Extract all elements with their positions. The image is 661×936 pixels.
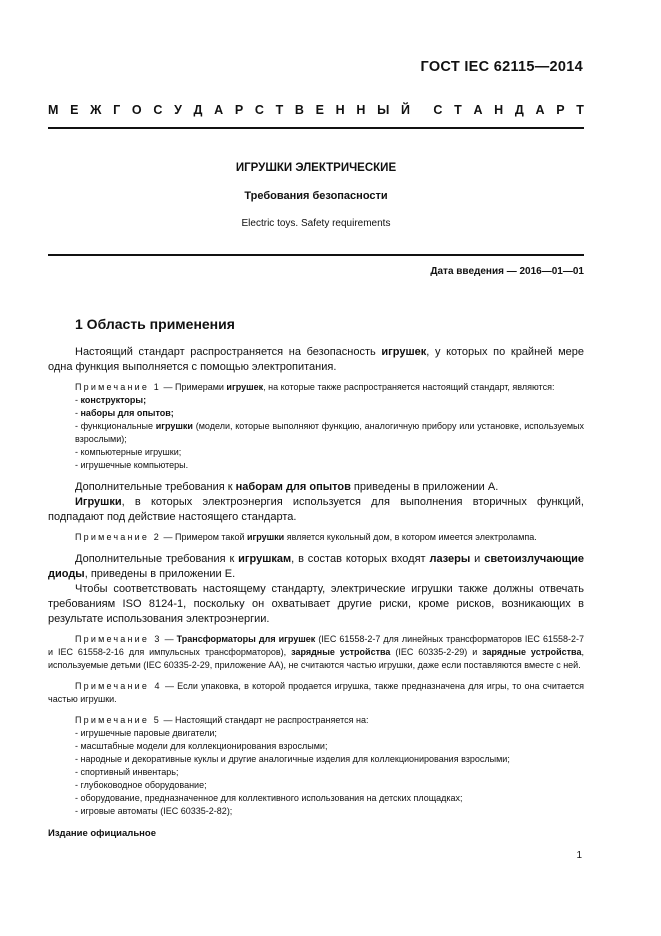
- english-title: Electric toys. Safety requirements: [241, 218, 391, 229]
- category-letter: С: [254, 103, 264, 117]
- header-divider: [48, 127, 584, 129]
- category-letter: А: [473, 103, 483, 117]
- category-letter: Ж: [90, 103, 102, 117]
- page-number: 1: [576, 850, 582, 861]
- category-letter: Н: [335, 103, 345, 117]
- note-4: Примечание 4 — Если упаковка, в которой продается игрушка, также предназначена для игры, то она считается частью игрушки.: [48, 681, 585, 704]
- list-item: - компьютерные игрушки;: [75, 447, 182, 457]
- list-item: - функциональные игрушки (модели, которые выполняют функцию, аналогичную прибору или установке, используемых взрослыми);: [75, 421, 584, 444]
- note-1: Примечание 1 — Примерами игрушек, на которые также распространяется настоящий стандарт, являются:: [75, 382, 555, 392]
- category-letter: У: [174, 103, 182, 117]
- standard-category: [48, 103, 584, 117]
- category-letter: Г: [113, 103, 121, 117]
- list-item: - игрушечные паровые двигатели;: [75, 728, 217, 738]
- category-letter: Н: [494, 103, 504, 117]
- category-letter: Т: [454, 103, 462, 117]
- category-letter: А: [535, 103, 545, 117]
- standard-code: ГОСТ IEC 62115—2014: [420, 59, 583, 75]
- list-item: - спортивный инвентарь;: [75, 767, 179, 777]
- document-title: ИГРУШКИ ЭЛЕКТРИЧЕСКИЕ: [235, 162, 397, 174]
- paragraph: Дополнительные требования к наборам для опытов приведены в приложении А.: [75, 481, 499, 493]
- category-letter: М: [48, 103, 59, 117]
- list-item: - игрушечные компьютеры.: [75, 460, 189, 470]
- category-letter: В: [294, 103, 304, 117]
- document-subtitle: Требования безопасности: [244, 190, 388, 202]
- paragraph: Игрушки, в которых электроэнергия используется для выполнения вторичных функций, подпадают под действие настоящего стандарта.: [48, 496, 584, 523]
- category-letter: Н: [356, 103, 366, 117]
- note-5: Примечание 5 — Настоящий стандарт не распространяется на:: [75, 715, 369, 725]
- list-item: - глубоководное оборудование;: [75, 780, 207, 790]
- category-letter: Й: [401, 103, 411, 117]
- category-letter: Е: [315, 103, 324, 117]
- paragraph: Настоящий стандарт распространяется на безопасность игрушек, у которых по крайней мере одна функция выполняется с помощью электропитания.: [48, 346, 584, 373]
- section-heading: 1 Область применения: [75, 316, 235, 332]
- note-2: Примечание 2 — Примером такой игрушки является кукольный дом, в котором имеется электролампа.: [75, 532, 537, 542]
- category-letter: Р: [234, 103, 244, 117]
- category-letter: Ы: [377, 103, 390, 117]
- list-item: - оборудование, предназначенное для коллективного использования на детских площадках;: [75, 793, 463, 803]
- category-letter: Д: [514, 103, 524, 117]
- introduction-date: Дата введения — 2016—01—01: [430, 266, 584, 277]
- category-letter: С: [153, 103, 163, 117]
- list-item: - масштабные модели для коллекционирования взрослыми;: [75, 741, 328, 751]
- category-letter: Д: [193, 103, 203, 117]
- category-letter: Т: [275, 103, 284, 117]
- note-3: Примечание 3 — Трансформаторы для игрушек (IEC 61558-2-7 для линейных трансформаторов IEC 61558-2-7 и IEC 61558-2-16 для импульсных трансформаторов), зарядные устройства (IEC 60335-2-29) и зарядные устройства, используемые детьми (IEC 60335-2-29, приложение АА), не считаются частью игрушки, даже если поставляются вместе с ней.: [48, 634, 584, 670]
- list-item: - конструкторы;: [75, 395, 147, 405]
- section-body: [48, 345, 584, 818]
- list-item: - наборы для опытов;: [75, 408, 174, 418]
- category-letter: А: [214, 103, 224, 117]
- category-letter: Т: [576, 103, 584, 117]
- list-item: - народные и декоративные куклы и другие аналогичные изделия для коллекционирования взрослыми;: [75, 754, 510, 764]
- paragraph: Дополнительные требования к игрушкам, в состав которых входят лазеры и светоизлучающие диоды, приведены в приложении Е.: [48, 553, 584, 580]
- category-letter: Р: [556, 103, 565, 117]
- category-letter: Е: [70, 103, 79, 117]
- title-divider: [48, 254, 584, 256]
- category-letter: С: [433, 103, 443, 117]
- note-5-list: [48, 727, 584, 818]
- edition-label: Издание официальное: [48, 828, 156, 839]
- category-letter: О: [131, 103, 142, 117]
- paragraph: Чтобы соответствовать настоящему стандарту, электрические игрушки также должны отвечать требованиям ISO 8124-1, поскольку он охватывает другие риски, кроме рисков, возникающих в результате использования электроэнергии.: [48, 583, 584, 625]
- note-1-list: [48, 394, 584, 472]
- list-item: - игровые автоматы (IEC 60335-2-82);: [75, 806, 233, 816]
